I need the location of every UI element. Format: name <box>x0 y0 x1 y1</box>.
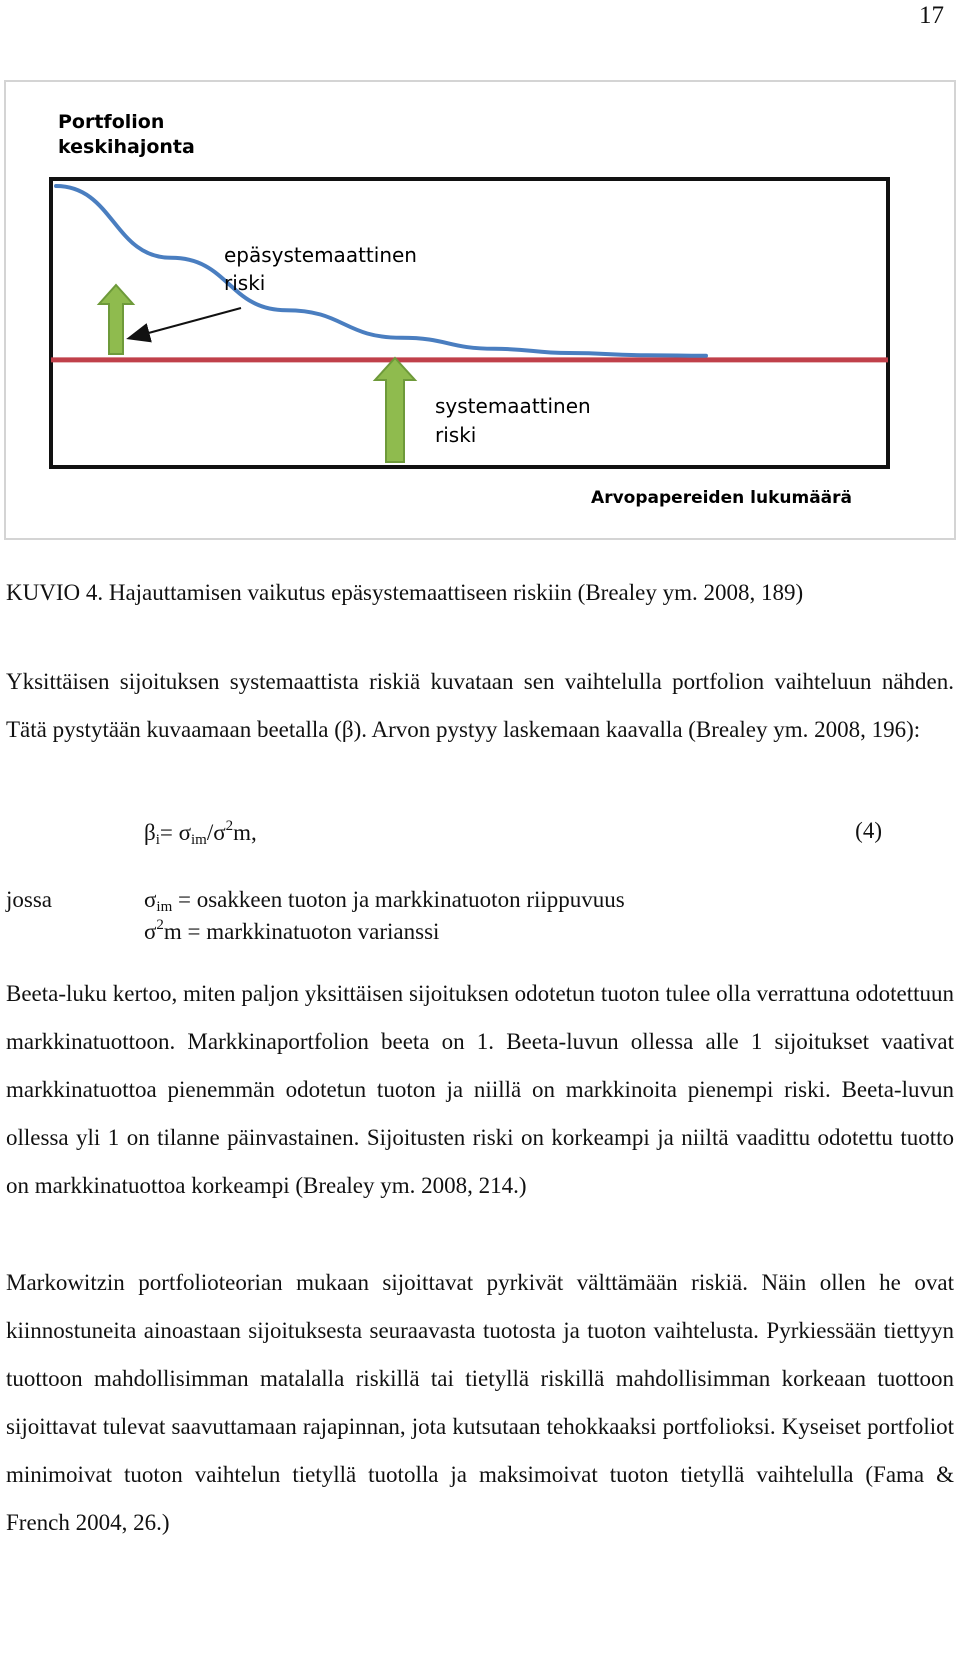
eq-beta: β <box>144 820 156 845</box>
diversification-chart <box>6 82 958 542</box>
eq-equals-sigma: = σ <box>159 820 191 845</box>
systematic-label-line2: riski <box>435 423 477 447</box>
page-number: 17 <box>919 2 944 29</box>
paragraph-3: Markowitzin portfolioteorian mukaan sijoittavat pyrkivät välttämään riskiä. Näin ollen he ovat kiinnostuneita ainoastaan sijoituksesta seuraavasta tuotosta ja tuoton vaihtelusta. Pyrkiessään tiettyyn tuottoon mahdollisimman matalalla riskillä tai tietyllä riskillä mahdollisimman korkeaan tuottoon sijoittavat tulevat saavuttamaan rajapinnan, jota kutsutaan tehokkaaksi portfolioksi. Kyseiset portfoliot minimoivat tuoton vaihtelun tietyllä tuotolla ja maksimoivat tuoton tietyllä vaihtelulla (Fama & French 2004, 26.) <box>6 1270 954 1535</box>
paragraph-1: Yksittäisen sijoituksen systemaattista riskiä kuvataan sen vaihtelulla portfolion vaihteluun nähden. Tätä pystytään kuvaamaan beetalla (β). Arvon pystyy laskemaan kaavalla (Brealey ym. 2008, 196): <box>6 669 954 742</box>
y-axis-label-line1: Portfolion <box>58 111 165 133</box>
def2-text: m = markkinatuoton varianssi <box>163 919 440 944</box>
where-label: jossa <box>6 887 52 912</box>
def1-sigma: σ <box>144 887 157 912</box>
equation-4 <box>144 818 257 849</box>
eq-beta-sub: i <box>155 832 160 848</box>
figure-diversification <box>4 80 956 540</box>
def1-sub: im <box>156 899 173 915</box>
definition-2 <box>144 917 439 945</box>
systematic-risk-arrow <box>375 358 415 462</box>
paragraph-2: Beeta-luku kertoo, miten paljon yksittäisen sijoituksen odotetun tuoton tulee olla verrattuna odotettuun markkinatuottoon. Markkinaportfolion beeta on 1. Beeta-luvun ollessa alle 1 sijoitukset vaativat markkinatuottoa pienemmän odotetun tuoton ja niillä on markkinoita pienempi riski. Beeta-luvun ollessa yli 1 on tilanne päinvastainen. Sijoitusten riski on korkeampi ja niiltä vaadittu odotettu tuotto on markkinatuottoa korkeampi (Brealey ym. 2008, 214.) <box>6 981 954 1198</box>
def2-sup: 2 <box>156 917 164 933</box>
figure-caption: KUVIO 4. Hajauttamisen vaikutus epäsystemaattiseen riskiin (Brealey ym. 2008, 189) <box>6 580 804 605</box>
systematic-label-line1: systemaattinen <box>435 394 591 418</box>
unsystematic-pointer <box>130 308 241 338</box>
equation-number: (4) <box>855 818 882 843</box>
x-axis-label: Arvopapereiden lukumäärä <box>591 488 852 508</box>
definition-1 <box>144 887 625 916</box>
eq-sigma-sub: im <box>191 832 207 848</box>
unsystematic-label-line1: epäsystemaattinen <box>224 243 417 267</box>
eq-slash-sigma: /σ <box>206 820 226 845</box>
def1-text: = osakkeen tuoton ja markkinatuoton riippuvuus <box>172 887 625 912</box>
eq-tail: m, <box>233 820 257 845</box>
portfolio-std-curve <box>56 186 706 356</box>
eq-sup: 2 <box>225 818 234 834</box>
y-axis-label-line2: keskihajonta <box>58 136 195 158</box>
def2-sigma: σ <box>144 919 157 944</box>
unsystematic-risk-arrow <box>99 285 133 354</box>
unsystematic-label-line2: riski <box>224 271 266 295</box>
